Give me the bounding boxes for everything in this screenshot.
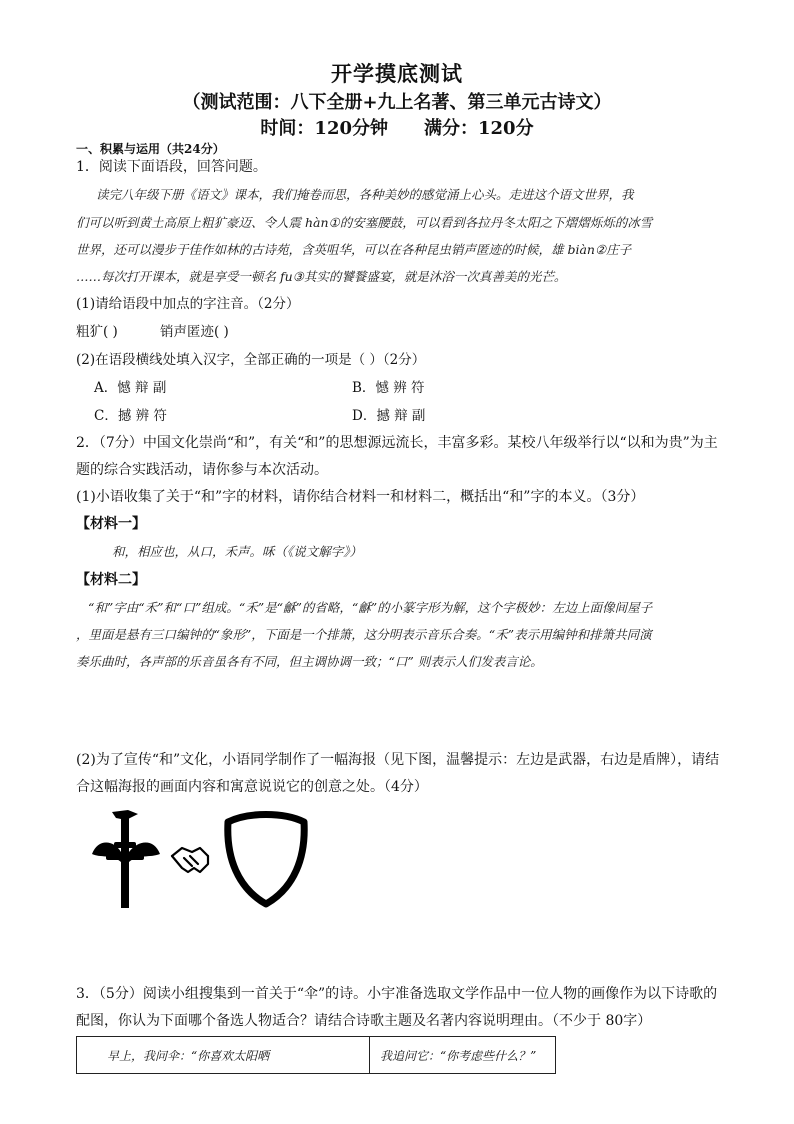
table-cell: 我追问它：“你考虑些什么？” [370, 1037, 556, 1074]
q1-stem: 1．阅读下面语段，回答问题。 [76, 159, 267, 175]
q1-sub2: (2)在语段横线处填入汉字，全部正确的一项是（ ）（2分） [76, 352, 426, 368]
q1-passage-line: ……每次打开课本，就是享受一顿名 fu③其实的饕餮盛宴，就是沐浴一次真善美的光芒。 [76, 269, 567, 284]
q2-stem: 题的综合实践活动，请你参与本次活动。 [76, 462, 328, 478]
q2-stem: 2．（7分）中国文化崇尚“和”，有关“和”的思想源远流长，丰富多彩。某校八年级举行以“以和为贵”为主 [76, 435, 718, 451]
shield-icon [228, 815, 304, 905]
handshake-icon [172, 848, 208, 872]
option-b: B．憾 辨 符 [352, 380, 425, 396]
material2-line: 奏乐曲时，各声部的乐音虽各有不同，但主调协调一致；“口” 则表示人们发表言论。 [76, 654, 543, 669]
option-d: D．撼 辩 副 [352, 408, 426, 424]
q2-sub1: (1)小语收集了关于“和”字的材料，请你结合材料一和材料二，概括出“和”字的本义。（3分） [76, 489, 645, 505]
poem-table [76, 1036, 556, 1074]
answer-blank: 销声匿迹( ) [160, 324, 229, 340]
time-score-line [0, 114, 794, 140]
table-cell: 早上，我问伞：“你喜欢太阳晒 [77, 1037, 370, 1074]
full-score: 满分：120分 [424, 118, 534, 139]
halberd-weapon-icon [92, 810, 160, 908]
q2-sub2: 合这幅海报的画面内容和寓意说说它的创意之处。（4分） [76, 779, 428, 795]
test-scope: （测试范围：八下全册+九上名著、第三单元古诗文） [182, 92, 612, 113]
time-limit: 时间：120分钟 [260, 118, 388, 139]
material1-text: 和，相应也，从口，禾声。咊（《说文解字》） [112, 544, 363, 559]
q3-stem: 配图，你认为下面哪个备选人物适合？请结合诗歌主题及名著内容说明理由。（不少于 80字） [76, 1013, 652, 1029]
option-a: A．憾 辩 副 [94, 380, 167, 396]
q2-sub2: (2)为了宣传“和”文化，小语同学制作了一幅海报（见下图，温馨提示：左边是武器，右边是盾牌），请结 [76, 752, 720, 768]
material2-line: ，里面是悬有三口编钟的“象形”，下面是一个排箫，这分明表示音乐合奏。“禾”表示用编钟和排箫共同演 [76, 627, 652, 642]
poster-illustration [88, 808, 318, 908]
q3-stem: 3．（5分）阅读小组搜集到一首关于“伞”的诗。小宇准备选取文学作品中一位人物的画像作为以下诗歌的 [76, 986, 718, 1002]
material1-title: 【材料一】 [76, 516, 146, 532]
q1-sub1: (1)请给语段中加点的字注音。（2分） [76, 296, 300, 312]
page-title: 开学摸底测试 [331, 61, 463, 86]
material2-line: “和”字由“禾”和“口”组成。“禾”是“龢”的省略，“龢”的小篆字形为解，这个字极妙：左边上面像间屋子 [88, 600, 653, 615]
material2-title: 【材料二】 [76, 572, 146, 588]
table-row [77, 1037, 556, 1074]
option-c: C．撼 辨 符 [94, 408, 167, 424]
q1-passage-line: 世界，还可以漫步于佳作如林的古诗苑，含英咀华，可以在各种昆虫销声匿迹的时候，雄 biàn②庄子 [76, 242, 632, 257]
q1-passage-line: 读完八年级下册《语文》课本，我们掩卷而思，各种美妙的感觉涌上心头。走进这个语文世界，我 [96, 187, 634, 202]
q1-passage-line: 们可以听到黄土高原上粗犷豪迈、令人震 hàn①的安塞腰鼓，可以看到各拉丹冬太阳之下熠熠烁烁的冰雪 [76, 215, 653, 230]
section-heading: 一、积累与运用（共24分） [76, 142, 225, 156]
answer-blank: 粗犷( ) [76, 324, 118, 340]
